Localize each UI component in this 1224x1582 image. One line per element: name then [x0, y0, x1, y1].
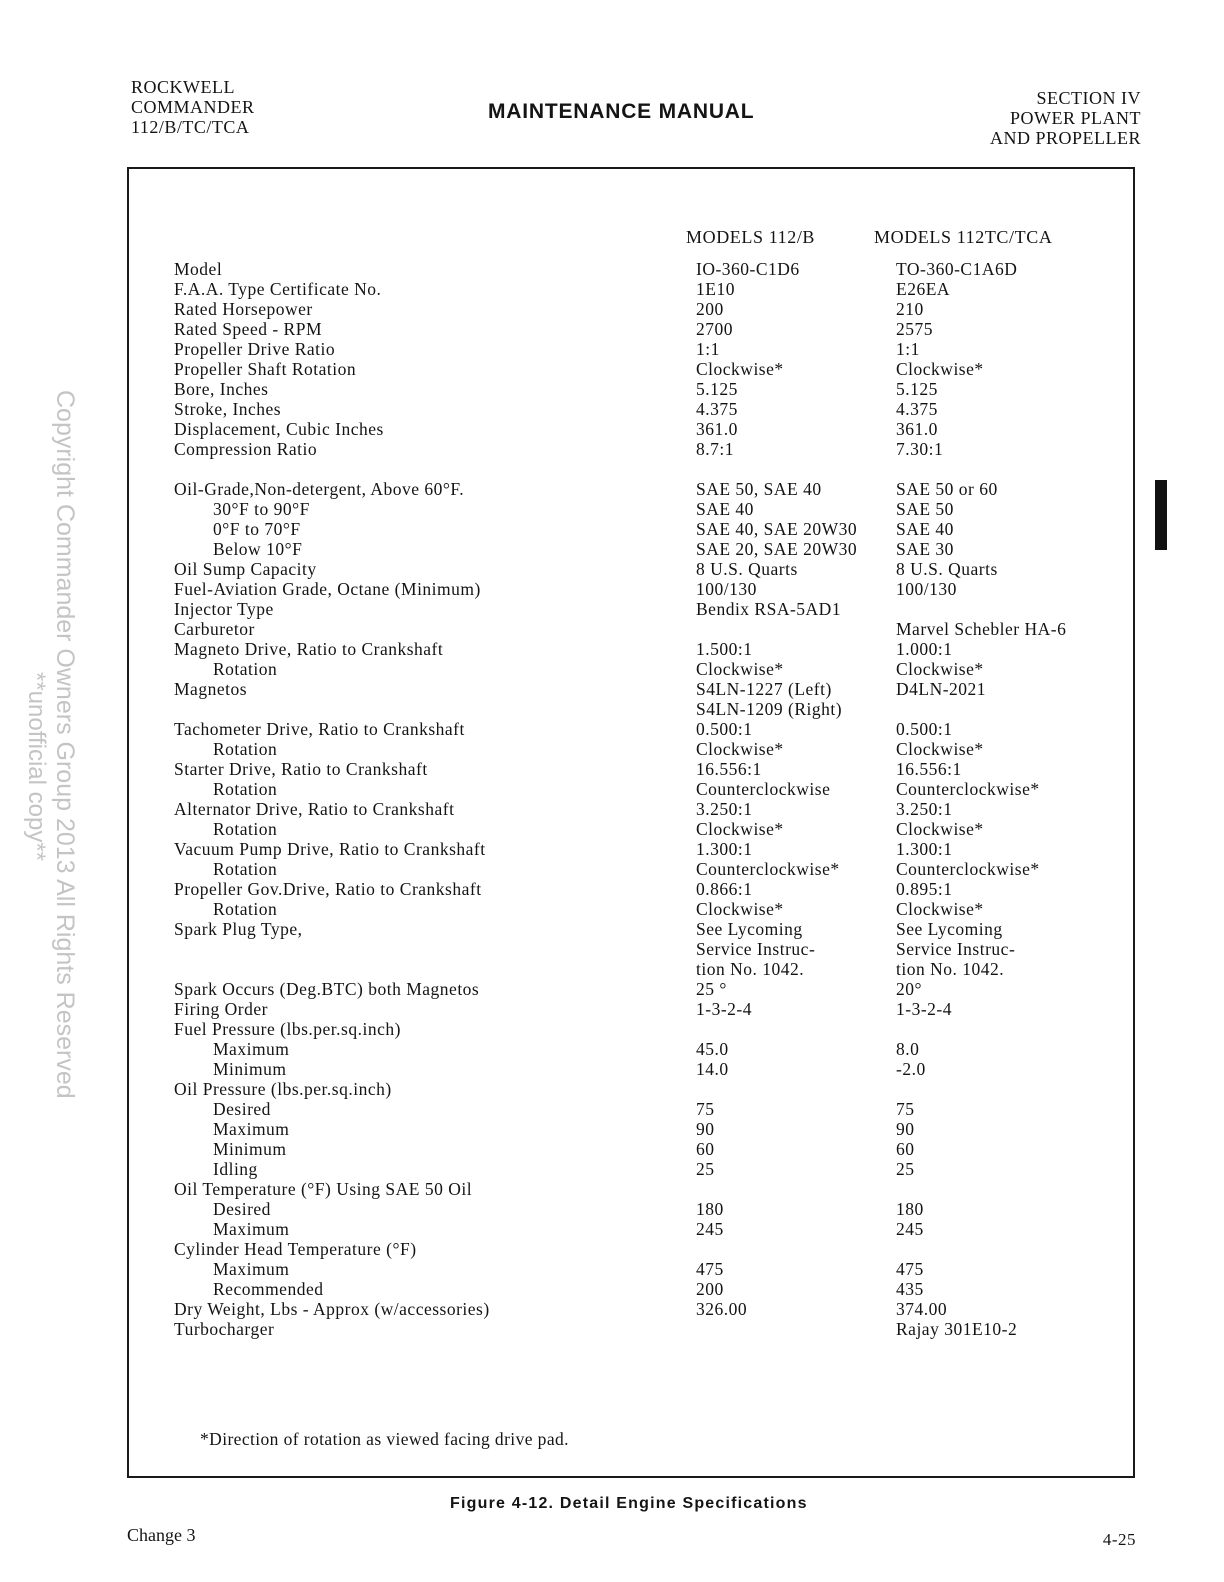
header-right-line: AND PROPELLER [989, 128, 1141, 148]
spec-row [0, 1019, 1224, 1039]
spec-row [0, 919, 1224, 939]
spec-value-112b: Counterclockwise* [696, 859, 840, 879]
spec-label: Stroke, Inches [174, 399, 282, 419]
spec-label: Compression Ratio [174, 439, 318, 459]
watermark-line: **unofficial copy** [23, 672, 50, 862]
spec-row [0, 259, 1224, 279]
spec-label: Minimum [213, 1139, 287, 1159]
spec-row [0, 1059, 1224, 1079]
spec-value-112b: Clockwise* [696, 359, 784, 379]
spec-value-112b: S4LN-1209 (Right) [696, 699, 843, 719]
spec-row [0, 299, 1224, 319]
spec-value-112tc: 100/130 [896, 579, 957, 599]
spec-row [0, 699, 1224, 719]
spec-value-112tc: SAE 50 [896, 499, 954, 519]
spec-label: Rated Speed - RPM [174, 319, 323, 339]
spec-row [0, 499, 1224, 519]
spec-value-112b: 1.300:1 [696, 839, 753, 859]
spec-value-112tc: 7.30:1 [896, 439, 944, 459]
spec-value-112b: 3.250:1 [696, 799, 753, 819]
spec-label: Tachometer Drive, Ratio to Crankshaft [174, 719, 465, 739]
spec-row [0, 479, 1224, 499]
spec-value-112b: 45.0 [696, 1039, 729, 1059]
spec-value-112tc: 1.300:1 [896, 839, 953, 859]
spec-row [0, 1259, 1224, 1279]
column-header-models-112tc: MODELS 112TC/TCA [874, 227, 1053, 247]
spec-row [0, 1299, 1224, 1319]
spec-row [0, 1279, 1224, 1299]
spec-value-112tc: 60 [896, 1139, 915, 1159]
spec-value-112tc: Counterclockwise* [896, 859, 1040, 879]
spec-value-112b: 0.866:1 [696, 879, 753, 899]
spec-value-112b: 8 U.S. Quarts [696, 559, 798, 579]
spec-row [0, 1239, 1224, 1259]
spec-value-112b: 25 [696, 1159, 715, 1179]
spec-value-112b: 1-3-2-4 [696, 999, 752, 1019]
spec-value-112b: 326.00 [696, 1299, 748, 1319]
spec-value-112tc: Clockwise* [896, 739, 984, 759]
header-left-line: ROCKWELL [131, 77, 235, 97]
spec-row [0, 599, 1224, 619]
spec-value-112tc: 180 [896, 1199, 924, 1219]
spec-value-112b: 100/130 [696, 579, 757, 599]
spec-label: Oil Sump Capacity [174, 559, 317, 579]
spec-value-112b: 0.500:1 [696, 719, 753, 739]
spec-row [0, 939, 1224, 959]
spec-value-112b: 1:1 [696, 339, 720, 359]
spec-label: Rotation [213, 659, 278, 679]
spec-value-112b: 1.500:1 [696, 639, 753, 659]
spec-label: Magnetos [174, 679, 248, 699]
spec-label: Rotation [213, 779, 278, 799]
spec-value-112tc: 16.556:1 [896, 759, 962, 779]
spec-row [0, 619, 1224, 639]
spec-row [0, 639, 1224, 659]
spec-label: Oil-Grade,Non-detergent, Above 60°F. [174, 479, 465, 499]
spec-label: Oil Temperature (°F) Using SAE 50 Oil [174, 1179, 473, 1199]
spec-label: Carburetor [174, 619, 255, 639]
spec-label: Turbocharger [174, 1319, 275, 1339]
spec-label: Maximum [213, 1219, 290, 1239]
spec-row [0, 319, 1224, 339]
spec-value-112b: Clockwise* [696, 659, 784, 679]
spec-value-112b: Bendix RSA-5AD1 [696, 599, 842, 619]
spec-label: Maximum [213, 1119, 290, 1139]
spec-label: Model [174, 259, 223, 279]
spec-value-112b: 180 [696, 1199, 724, 1219]
spec-value-112b: 75 [696, 1099, 715, 1119]
spec-label: Rated Horsepower [174, 299, 313, 319]
spec-label: Below 10°F [213, 539, 303, 559]
spec-value-112tc: 1-3-2-4 [896, 999, 952, 1019]
spec-row [0, 339, 1224, 359]
spec-value-112tc: Counterclockwise* [896, 779, 1040, 799]
spec-label: 0°F to 70°F [213, 519, 301, 539]
spec-row [0, 1079, 1224, 1099]
spec-value-112b: Clockwise* [696, 899, 784, 919]
header-left-line: COMMANDER [131, 97, 255, 117]
spec-value-112b: SAE 40 [696, 499, 754, 519]
spec-value-112b: 200 [696, 1279, 724, 1299]
spec-value-112b: 60 [696, 1139, 715, 1159]
spec-value-112tc: 25 [896, 1159, 915, 1179]
spec-value-112b: SAE 20, SAE 20W30 [696, 539, 858, 559]
spec-label: Minimum [213, 1059, 287, 1079]
spec-label: Spark Plug Type, [174, 919, 303, 939]
spec-label: Desired [213, 1099, 271, 1119]
spec-value-112tc: 8.0 [896, 1039, 920, 1059]
spec-row [0, 899, 1224, 919]
spec-value-112tc: 2575 [896, 319, 933, 339]
figure-caption: Figure 4-12. Detail Engine Specifications [450, 1495, 808, 1512]
header-left-line: 112/B/TC/TCA [131, 117, 250, 137]
spec-row [0, 839, 1224, 859]
watermark-line: Copyright Commander Owners Group 2013 All Rights Reserved [51, 390, 79, 1099]
spec-row [0, 759, 1224, 779]
spec-value-112tc: E26EA [896, 279, 951, 299]
spec-label: Displacement, Cubic Inches [174, 419, 384, 439]
spec-value-112b: 8.7:1 [696, 439, 734, 459]
spec-value-112tc: 5.125 [896, 379, 938, 399]
spec-label: 30°F to 90°F [213, 499, 310, 519]
spec-value-112tc: 1:1 [896, 339, 920, 359]
spec-value-112tc: See Lycoming [896, 919, 1003, 939]
spec-value-112tc: 90 [896, 1119, 915, 1139]
spec-row [0, 799, 1224, 819]
spec-value-112b: tion No. 1042. [696, 959, 805, 979]
spec-row [0, 539, 1224, 559]
spec-label: Rotation [213, 899, 278, 919]
spec-value-112b: Clockwise* [696, 819, 784, 839]
spec-label: Rotation [213, 859, 278, 879]
spec-row [0, 959, 1224, 979]
spec-value-112tc: 75 [896, 1099, 915, 1119]
spec-row [0, 659, 1224, 679]
spec-value-112b: 1E10 [696, 279, 735, 299]
header-right-line: SECTION IV [1036, 88, 1141, 108]
spec-row [0, 379, 1224, 399]
spec-label: Rotation [213, 739, 278, 759]
spec-row [0, 439, 1224, 459]
manual-title: MAINTENANCE MANUAL [488, 100, 755, 123]
spec-row [0, 1139, 1224, 1159]
spec-label: Propeller Drive Ratio [174, 339, 336, 359]
spec-row [0, 739, 1224, 759]
spec-value-112tc: 475 [896, 1259, 924, 1279]
spec-row [0, 1179, 1224, 1199]
spec-label: Starter Drive, Ratio to Crankshaft [174, 759, 428, 779]
spec-label: Recommended [213, 1279, 324, 1299]
spec-value-112tc: Clockwise* [896, 899, 984, 919]
spec-value-112tc: 1.000:1 [896, 639, 953, 659]
spec-value-112b: 2700 [696, 319, 733, 339]
spec-value-112tc: SAE 30 [896, 539, 954, 559]
spec-row [0, 779, 1224, 799]
spec-value-112b: See Lycoming [696, 919, 803, 939]
spec-row [0, 419, 1224, 439]
spec-row [0, 519, 1224, 539]
spec-value-112b: 14.0 [696, 1059, 729, 1079]
spec-label: Maximum [213, 1039, 290, 1059]
spec-label: F.A.A. Type Certificate No. [174, 279, 382, 299]
spec-value-112tc: Clockwise* [896, 659, 984, 679]
spec-value-112b: 245 [696, 1219, 724, 1239]
spec-value-112tc: SAE 50 or 60 [896, 479, 998, 499]
spec-row [0, 979, 1224, 999]
spec-value-112b: 475 [696, 1259, 724, 1279]
spec-value-112b: Clockwise* [696, 739, 784, 759]
spec-label: Cylinder Head Temperature (°F) [174, 1239, 417, 1259]
spec-value-112tc: Rajay 301E10-2 [896, 1319, 1018, 1339]
spec-row [0, 559, 1224, 579]
spec-value-112tc: 4.375 [896, 399, 938, 419]
spec-row [0, 819, 1224, 839]
spec-row [0, 1319, 1224, 1339]
spec-label: Fuel-Aviation Grade, Octane (Minimum) [174, 579, 481, 599]
spec-row [0, 359, 1224, 379]
spec-value-112tc: Clockwise* [896, 359, 984, 379]
spec-value-112b: 200 [696, 299, 724, 319]
spec-value-112b: IO-360-C1D6 [696, 259, 800, 279]
spec-label: Firing Order [174, 999, 268, 1019]
spec-row [0, 279, 1224, 299]
page-number: 4-25 [1102, 1530, 1136, 1549]
spec-value-112b: 361.0 [696, 419, 738, 439]
spec-value-112tc: Clockwise* [896, 819, 984, 839]
spec-label: Spark Occurs (Deg.BTC) both Magnetos [174, 979, 480, 999]
spec-value-112tc: Marvel Schebler HA-6 [896, 619, 1067, 639]
spec-value-112tc: SAE 40 [896, 519, 954, 539]
spec-value-112b: SAE 50, SAE 40 [696, 479, 822, 499]
spec-label: Maximum [213, 1259, 290, 1279]
spec-label: Propeller Gov.Drive, Ratio to Crankshaft [174, 879, 482, 899]
spec-row [0, 1039, 1224, 1059]
spec-value-112tc: 8 U.S. Quarts [896, 559, 998, 579]
spec-row [0, 1199, 1224, 1219]
spec-row [0, 859, 1224, 879]
spec-label: Rotation [213, 819, 278, 839]
spec-value-112b: SAE 40, SAE 20W30 [696, 519, 858, 539]
spec-value-112tc: 3.250:1 [896, 799, 953, 819]
spec-row [0, 719, 1224, 739]
spec-label: Idling [213, 1159, 258, 1179]
header-publisher [131, 77, 255, 137]
footnote: *Direction of rotation as viewed facing drive pad. [200, 1429, 569, 1449]
spec-row [0, 679, 1224, 699]
spec-row [0, 1119, 1224, 1139]
spec-label: Magneto Drive, Ratio to Crankshaft [174, 639, 444, 659]
spec-value-112tc: -2.0 [896, 1059, 926, 1079]
spec-label: Alternator Drive, Ratio to Crankshaft [174, 799, 455, 819]
spec-value-112b: Counterclockwise [696, 779, 831, 799]
column-header-models-112b: MODELS 112/B [686, 227, 816, 247]
spec-value-112b: 5.125 [696, 379, 738, 399]
spec-value-112b: 25 ° [696, 979, 727, 999]
spec-value-112tc: D4LN-2021 [896, 679, 987, 699]
spec-value-112tc: 435 [896, 1279, 924, 1299]
spec-row [0, 1159, 1224, 1179]
spec-value-112tc: TO-360-C1A6D [896, 259, 1018, 279]
spec-row [0, 999, 1224, 1019]
spec-row [0, 579, 1224, 599]
spec-value-112tc: Service Instruc- [896, 939, 1016, 959]
spec-value-112b: 90 [696, 1119, 715, 1139]
spec-value-112tc: 210 [896, 299, 924, 319]
spec-value-112tc: 20° [896, 979, 922, 999]
spec-value-112b: Service Instruc- [696, 939, 816, 959]
spec-label: Bore, Inches [174, 379, 269, 399]
spec-value-112b: 4.375 [696, 399, 738, 419]
header-section [990, 88, 1141, 148]
spec-value-112tc: 0.500:1 [896, 719, 953, 739]
spec-row [0, 1099, 1224, 1119]
header-right-line: POWER PLANT [1010, 108, 1141, 128]
spec-value-112tc: 0.895:1 [896, 879, 953, 899]
spec-label: Desired [213, 1199, 271, 1219]
spec-value-112b: S4LN-1227 (Left) [696, 679, 832, 699]
spec-value-112tc: 361.0 [896, 419, 938, 439]
spec-label: Fuel Pressure (lbs.per.sq.inch) [174, 1019, 401, 1039]
spec-row [0, 1219, 1224, 1239]
spec-label: Vacuum Pump Drive, Ratio to Crankshaft [174, 839, 486, 859]
spec-label: Oil Pressure (lbs.per.sq.inch) [174, 1079, 392, 1099]
spec-value-112tc: tion No. 1042. [896, 959, 1005, 979]
spec-label: Injector Type [174, 599, 274, 619]
spec-value-112b: 16.556:1 [696, 759, 762, 779]
spec-value-112tc: 374.00 [896, 1299, 948, 1319]
spec-value-112tc: 245 [896, 1219, 924, 1239]
spec-label: Propeller Shaft Rotation [174, 359, 357, 379]
change-number: Change 3 [127, 1525, 196, 1545]
spec-row [0, 879, 1224, 899]
spec-row [0, 399, 1224, 419]
spec-label: Dry Weight, Lbs - Approx (w/accessories) [174, 1299, 490, 1319]
